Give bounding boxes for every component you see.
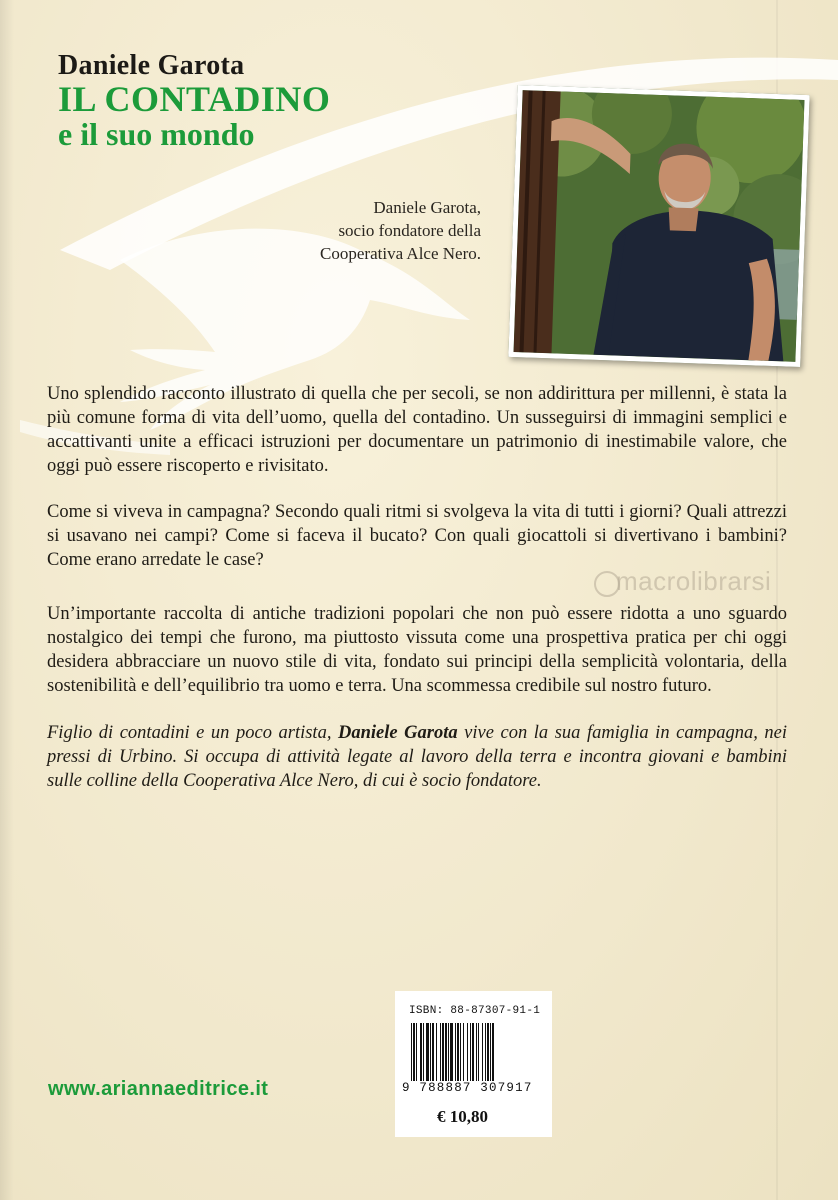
photo-caption [241, 196, 481, 265]
description-paragraph-2: Come si viveva in campagna? Secondo quali ritmi si svolgeva la vita di tutti i giorni? Quali attrezzi si usavano nei campi? Come si faceva il bucato? Con quali giocattoli si divertivano i bambini? Come erano arredate le case? [47, 502, 787, 570]
author-bio [47, 721, 787, 793]
author-name: Daniele Garota [58, 50, 245, 81]
caption-line: Daniele Garota, [373, 198, 481, 217]
author-photo [508, 85, 809, 367]
watermark: macrolibrarsi [616, 566, 772, 596]
caption-line: Cooperativa Alce Nero. [320, 244, 481, 263]
publisher-website[interactable]: www.ariannaeditrice.it [48, 1078, 269, 1100]
price: € 10,80 [437, 1107, 488, 1126]
bio-text: vive con la sua famiglia in campagna, nei pressi di Urbino. Si occupa di attività legate al lavoro della terra e incontra giovani e bambini sulle colline della Cooperativa Alce Nero, di cui è socio fondatore. [47, 723, 787, 791]
ean-number: 9 788887 307917 [402, 1081, 533, 1095]
description-paragraph-1: Uno splendido racconto illustrato di quella che per secoli, se non addirittura per millenni, è stata la più comune forma di vita dell’uomo, quella del contadino. Un susseguirsi di immagini semplici e accattivanti unite a efficaci istruzioni per documentare un patrimonio di inestimabile valore, che oggi può essere riscoperto e rivisitato. [47, 384, 787, 476]
bio-author-name: Daniele Garota [338, 723, 458, 743]
book-subtitle: e il suo mondo [58, 116, 255, 152]
isbn-label: ISBN: 88-87307-91-1 [409, 1005, 541, 1017]
barcode-icon [409, 1023, 543, 1081]
book-title: IL CONTADINO [58, 79, 331, 119]
caption-line: socio fondatore della [338, 221, 481, 240]
description-paragraph-3: Un’importante raccolta di antiche tradizioni popolari che non può essere ridotta a uno sguardo nostalgico dei tempi che furono, ma piuttosto vissuta come una prospettiva pratica per chi oggi desidera abbracciare un nuovo stile di vita, fondato sui principi della semplicità volontaria, della sostenibilità e dell’equilibrio tra uomo e terra. Una scommessa credibile sul nostro futuro. [47, 604, 787, 696]
bio-text: Figlio di contadini e un poco artista, [47, 723, 338, 743]
